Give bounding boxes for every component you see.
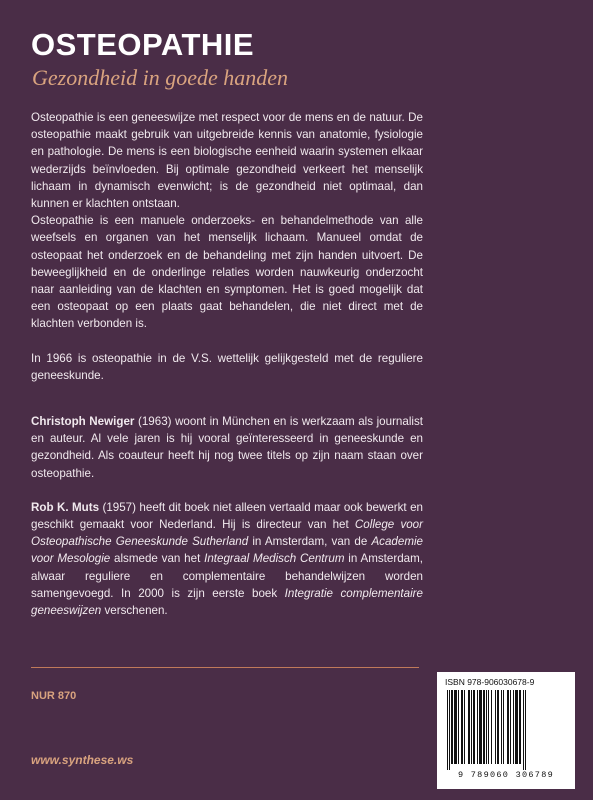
book-subtitle: Gezondheid in goede handen	[32, 65, 288, 90]
bio-text: in Amsterdam, alwaar reguliere en complementaire behandelwijzen worden samengevoegd. In 2000 is zijn eerste boek	[31, 552, 423, 600]
nur-code: NUR 870	[31, 690, 77, 702]
barcode-digits: 9 789060 306789	[457, 770, 554, 780]
isbn-label: ISBN 978-906030678-9	[445, 677, 535, 687]
author-name-newiger: Christoph Newiger	[31, 415, 135, 429]
bio-text: verschenen.	[101, 604, 168, 618]
institution-centrum: Integraal Medisch Centrum	[204, 552, 345, 566]
institution-academie: Academie voor Mesologie	[31, 535, 424, 566]
paragraph-history: In 1966 is osteopathie in de V.S. wettelijk gelijkgesteld met de reguliere geneeskunde.	[31, 351, 423, 382]
book-title: OSTEOPATHIE	[31, 27, 255, 62]
author-bio-muts	[31, 499, 423, 619]
author-text-newiger: (1963) woont in München en is werkzaam als journalist en auteur. Al vele jaren is hij vooral geïnteresseerd in geneeskunde en gezondheid. Als coauteur heeft hij nog twee titels op zijn naam staan over osteopathie.	[31, 415, 423, 480]
bio-text: (1957) heeft dit boek niet alleen vertaald maar ook bewerkt en geschikt gemaakt voor Nederland. Hij is directeur van het	[31, 500, 423, 532]
barcode-panel	[437, 672, 575, 789]
author-name-muts: Rob K. Muts	[31, 500, 100, 514]
institution-college: College voor Osteopathische Geneeskunde Sutherland	[31, 518, 423, 549]
divider	[31, 667, 419, 668]
bio-text: alsmede van het	[110, 552, 205, 566]
book-reference: Integratie complementaire geneeswijzen	[31, 586, 423, 618]
barcode-icon	[443, 690, 569, 770]
paragraph-method: Osteopathie is een manuele onderzoeks- en behandelmethode van alle weefsels en organen van het menselijk lichaam. Manueel omdat de osteopaat het onderzoek en de behandeling met zijn handen uitvoert. De beweeglijkheid en de onderlinge relaties worden nauwkeurig onderzocht naar aanleiding van de klachten en symptomen. Het is goed mogelijk dat een osteopaat op een plaats gaat behandelen, die niet direct met de klachten verbonden is.	[31, 214, 423, 331]
publisher-website: www.synthese.ws	[31, 753, 134, 767]
bio-text: in Amsterdam, van de	[248, 535, 372, 549]
blurb	[31, 109, 423, 619]
paragraph-intro: Osteopathie is een geneeswijze met respect voor de mens en de natuur. De osteopathie maakt gebruik van uitgebreide kennis van anatomie, fysiologie en pathologie. De mens is een biologische eenheid waarin systemen elkaar wederzijds beïnvloeden. Bij optimale gezondheid verkeert het menselijk lichaam in dynamisch evenwicht; is de gezondheid niet optimaal, dan kunnen er klachten ontstaan.	[31, 111, 423, 211]
author-bio-newiger	[31, 413, 423, 482]
